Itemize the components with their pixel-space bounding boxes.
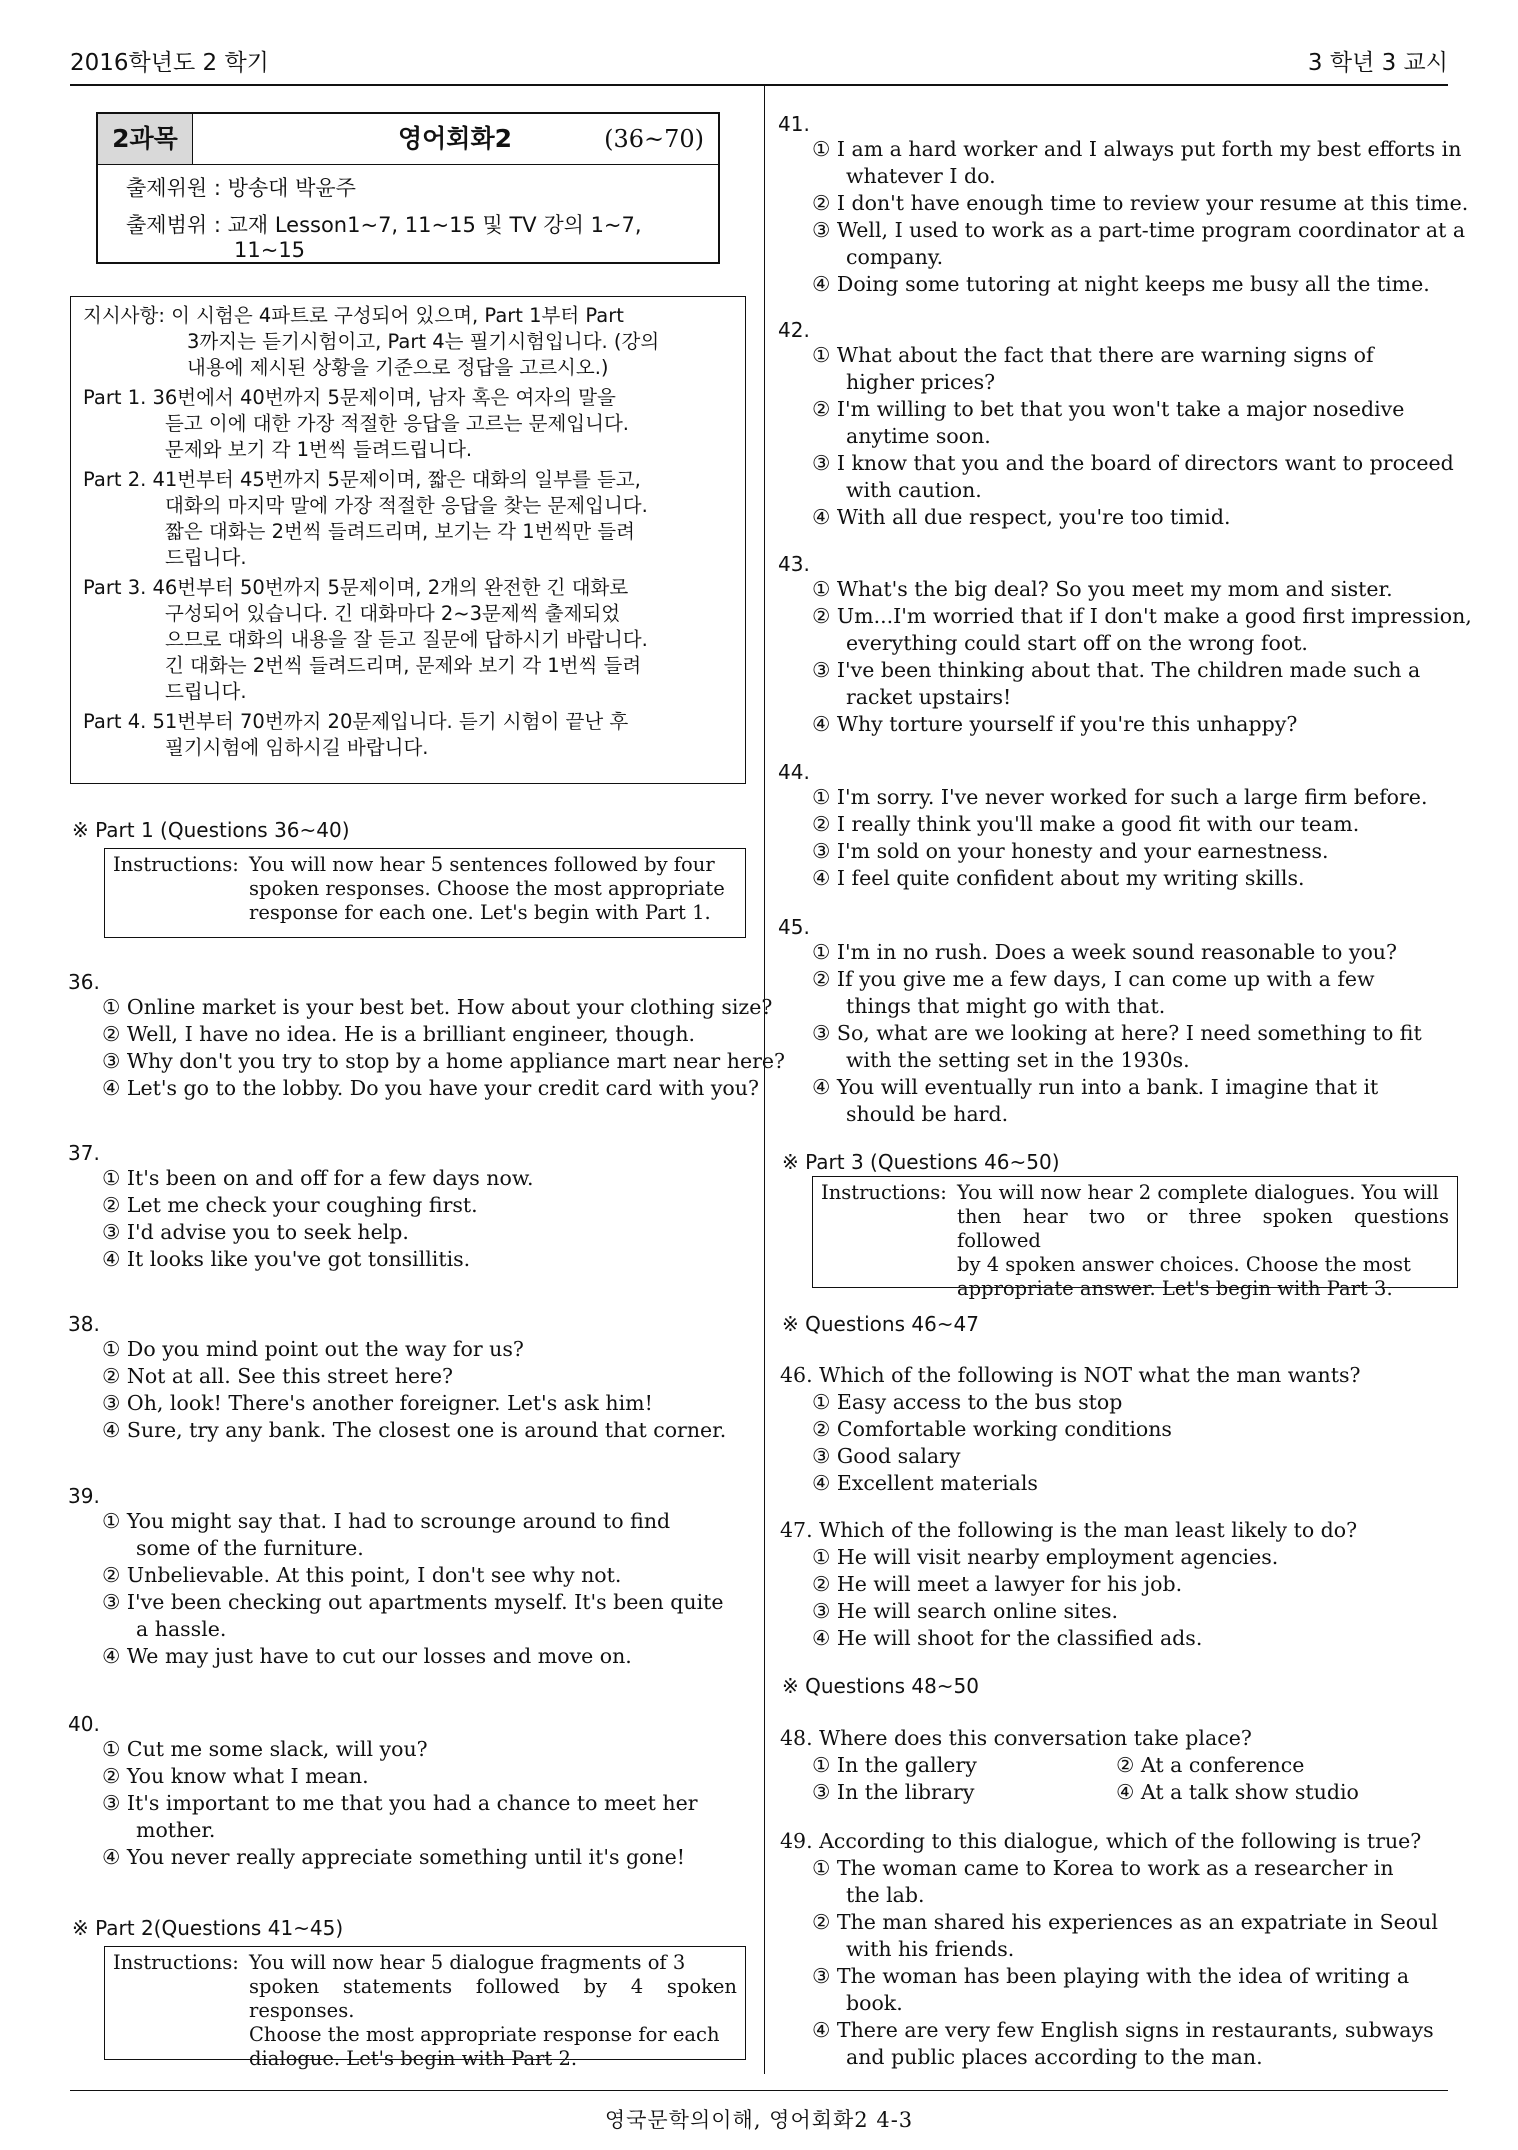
question-stem: 49. According to this dialogue, which of the following is true?	[780, 1829, 1422, 1853]
answer-option: ① He will visit nearby employment agencies.	[812, 1545, 1279, 1569]
part2-heading: ※ Part 2(Questions 41~45)	[72, 1916, 344, 1940]
question-47	[780, 1517, 1357, 1652]
directions-part2	[83, 467, 733, 571]
answer-option: ④ I feel quite confident about my writing skills.	[812, 866, 1305, 890]
answer-option: ① I am a hard worker and I always put forth my best efforts in	[812, 137, 1462, 161]
answer-option: ① I'm in no rush. Does a week sound reasonable to you?	[812, 940, 1398, 964]
question-43	[778, 552, 1472, 738]
subject-range: (36~70)	[604, 125, 704, 153]
directions-line: 지시사항: 이 시험은 4파트로 구성되어 있으며, Part 1부터 Part	[83, 304, 624, 327]
answer-option: ② The man shared his experiences as an expatriate in Seoul	[812, 1910, 1438, 1934]
directions-line: 3까지는 듣기시험이고, Part 4는 필기시험입니다. (강의	[187, 330, 660, 353]
answer-option: ① You might say that. I had to scrounge around to find	[102, 1509, 671, 1533]
page-footer: 영국문학의이해, 영어회화2 4-3	[604, 2108, 914, 2132]
answer-option: ③ Well, I used to work as a part-time program coordinator at a	[812, 218, 1466, 242]
answer-option: ④ He will shoot for the classified ads.	[812, 1626, 1203, 1650]
subject-scope-line: 11~15	[234, 238, 306, 262]
instructions-line: Choose the most appropriate response for each	[249, 2023, 720, 2046]
answer-option-cont: higher prices?	[846, 370, 996, 394]
subject-box	[96, 112, 720, 264]
answer-option: ② At a conference	[1116, 1753, 1305, 1777]
instructions-label: Instructions:	[113, 853, 239, 876]
answer-option: ② Well, I have no idea. He is a brilliant engineer, though.	[102, 1022, 696, 1046]
directions-line: 듣고 이에 대한 가장 적절한 응답을 고르는 문제입니다.	[165, 412, 630, 435]
question-stem: 46. Which of the following is NOT what the man wants?	[780, 1363, 1361, 1387]
answer-option-cont: company.	[846, 245, 944, 269]
answer-option: ② He will meet a lawyer for his job.	[812, 1572, 1183, 1596]
answer-option: ③ Oh, look! There's another foreigner. Let's ask him!	[102, 1391, 653, 1415]
question-45	[778, 915, 1422, 1128]
question-40	[68, 1712, 698, 1871]
answer-option-cont: racket upstairs!	[846, 685, 1012, 709]
subject-name: 영어회화2	[398, 124, 512, 153]
question-number: 36.	[68, 970, 100, 994]
exam-term: 2016학년도 2 학기	[70, 50, 269, 76]
question-stem: 48. Where does this conversation take place?	[780, 1726, 1252, 1750]
answer-option: ④ Doing some tutoring at night keeps me busy all the time.	[812, 272, 1430, 296]
exam-period: 3 학년 3 교시	[1307, 50, 1448, 76]
answer-option-cont: mother.	[136, 1818, 216, 1842]
directions-general	[83, 303, 733, 381]
directions-line: 문제와 보기 각 1번씩 들려드립니다.	[165, 438, 473, 461]
answer-option: ② I don't have enough time to review your resume at this time.	[812, 191, 1469, 215]
question-number: 42.	[778, 318, 810, 342]
answer-option-cont: things that might go with that.	[846, 994, 1166, 1018]
answer-option: ④ Excellent materials	[812, 1471, 1038, 1495]
questions-46-47-heading: ※ Questions 46~47	[782, 1312, 980, 1336]
part1-heading: ※ Part 1 (Questions 36~40)	[72, 818, 350, 842]
instructions-line: You will now hear 5 sentences followed by four	[249, 853, 715, 876]
subject-scope-line: 출제범위 : 교재 Lesson1~7, 11~15 및 TV 강의 1~7,	[126, 213, 642, 237]
answer-option: ③ The woman has been playing with the idea of writing a	[812, 1964, 1410, 1988]
instructions-line: then hear two or three spoken questions followed	[957, 1205, 1449, 1252]
answer-option: ② I really think you'll make a good fit with our team.	[812, 812, 1360, 836]
answer-option: ④ With all due respect, you're too timid.	[812, 505, 1231, 529]
answer-option: ③ It's important to me that you had a chance to meet her	[102, 1791, 698, 1815]
instructions-label: Instructions:	[821, 1181, 947, 1204]
question-36	[68, 970, 785, 1102]
answer-option: ④ Sure, try any bank. The closest one is around that corner.	[102, 1418, 727, 1442]
question-number: 39.	[68, 1484, 100, 1508]
answer-option: ③ I've been thinking about that. The children made such a	[812, 658, 1421, 682]
header-divider	[70, 84, 1448, 86]
answer-option: ④ We may just have to cut our losses and move on.	[102, 1644, 632, 1668]
answer-option: ④ Why torture yourself if you're this unhappy?	[812, 712, 1298, 736]
answer-option-cont: the lab.	[846, 1883, 925, 1907]
answer-option: ③ Why don't you try to stop by a home appliance mart near here?	[102, 1049, 786, 1073]
answer-option: ③ I'm sold on your honesty and your earnestness.	[812, 839, 1329, 863]
question-37	[68, 1141, 533, 1273]
answer-option-cont: anytime soon.	[846, 424, 991, 448]
answer-option: ④ You never really appreciate something until it's gone!	[102, 1845, 686, 1869]
answer-option: ① Do you mind point out the way for us?	[102, 1337, 524, 1361]
directions-part3	[83, 575, 733, 705]
answer-option-cont: whatever I do.	[846, 164, 996, 188]
answer-option: ③ In the library	[812, 1780, 975, 1804]
directions-line: 구성되어 있습니다. 긴 대화마다 2~3문제씩 출제되었	[165, 602, 621, 625]
directions-line: 드립니다.	[165, 546, 247, 569]
part3-heading: ※ Part 3 (Questions 46~50)	[782, 1150, 1060, 1174]
question-39	[68, 1484, 724, 1670]
instructions-line: appropriate answer. Let's begin with Part 3.	[957, 1277, 1393, 1300]
answer-option: ③ I know that you and the board of directors want to proceed	[812, 451, 1454, 475]
answer-option-cont: book.	[846, 1991, 903, 2015]
question-42	[778, 318, 1454, 531]
question-48	[780, 1725, 1460, 1806]
directions-box	[70, 296, 746, 784]
answer-option: ① Cut me some slack, will you?	[102, 1737, 428, 1761]
question-number: 40.	[68, 1712, 100, 1736]
part3-instructions	[812, 1176, 1458, 1300]
answer-option: ④ There are very few English signs in restaurants, subways	[812, 2018, 1434, 2042]
directions-line: Part 1. 36번에서 40번까지 5문제이며, 남자 혹은 여자의 말을	[83, 386, 616, 409]
answer-option: ③ I'd advise you to seek help.	[102, 1220, 409, 1244]
directions-part4	[83, 709, 733, 761]
part2-instructions	[104, 1946, 746, 2070]
answer-option: ① It's been on and off for a few days now.	[102, 1166, 534, 1190]
directions-line: 으므로 대화의 내용을 잘 듣고 질문에 답하시기 바랍니다.	[165, 628, 648, 651]
answer-option: ④ Let's go to the lobby. Do you have your credit card with you?	[102, 1076, 759, 1100]
instructions-line: response for each one. Let's begin with Part 1.	[249, 901, 711, 924]
directions-line: 긴 대화는 2번씩 들려드리며, 문제와 보기 각 1번씩 들려	[165, 654, 642, 677]
answer-option: ① Online market is your best bet. How about your clothing size?	[102, 995, 773, 1019]
part1-instructions	[104, 848, 746, 938]
instructions-label: Instructions:	[113, 1951, 239, 1974]
answer-option-cont: a hassle.	[136, 1617, 227, 1641]
answer-option-cont: some of the furniture.	[136, 1536, 364, 1560]
answer-option: ① Easy access to the bus stop	[812, 1390, 1123, 1414]
footer-divider	[70, 2090, 1448, 2091]
answer-option: ① What's the big deal? So you meet my mom and sister.	[812, 577, 1393, 601]
answer-option-cont: and public places according to the man.	[846, 2045, 1263, 2069]
subject-code: 2과목	[98, 114, 193, 164]
directions-line: Part 3. 46번부터 50번까지 5문제이며, 2개의 완전한 긴 대화로	[83, 576, 629, 599]
answer-option-cont: everything could start off on the wrong foot.	[846, 631, 1308, 655]
answer-option-cont: with his friends.	[846, 1937, 1015, 1961]
answer-option: ④ It looks like you've got tonsillitis.	[102, 1247, 471, 1271]
question-49	[780, 1828, 1438, 2071]
subject-setter: 출제위원 : 방송대 박윤주	[126, 176, 356, 200]
answer-option: ② Not at all. See this street here?	[102, 1364, 453, 1388]
directions-line: 짧은 대화는 2번씩 들려드리며, 보기는 각 1번씩만 들려	[165, 520, 635, 543]
answer-option: ③ So, what are we looking at here? I need something to fit	[812, 1021, 1422, 1045]
answer-option-cont: with the setting set in the 1930s.	[846, 1048, 1190, 1072]
question-number: 44.	[778, 760, 810, 784]
instructions-line: dialogue. Let's begin with Part 2.	[249, 2047, 578, 2070]
directions-line: 드립니다.	[165, 680, 247, 703]
answer-option: ② Unbelievable. At this point, I don't see why not.	[102, 1563, 622, 1587]
question-number: 37.	[68, 1141, 100, 1165]
instructions-line: You will now hear 2 complete dialogues. You will	[957, 1181, 1439, 1204]
question-number: 43.	[778, 552, 810, 576]
question-38	[68, 1312, 726, 1444]
question-stem: 47. Which of the following is the man least likely to do?	[780, 1518, 1358, 1542]
answer-option: ③ Good salary	[812, 1444, 961, 1468]
answer-option: ② You know what I mean.	[102, 1764, 369, 1788]
answer-option: ① What about the fact that there are warning signs of	[812, 343, 1374, 367]
directions-line: 내용에 제시된 상황을 기준으로 정답을 고르시오.)	[187, 356, 609, 379]
subject-scope	[126, 213, 708, 263]
directions-line: Part 2. 41번부터 45번까지 5문제이며, 짧은 대화의 일부를 듣고,	[83, 468, 641, 491]
directions-line: 필기시험에 임하시길 바랍니다.	[165, 736, 429, 759]
directions-line: Part 4. 51번부터 70번까지 20문제입니다. 듣기 시험이 끝난 후	[83, 710, 629, 733]
answer-option: ② If you give me a few days, I can come up with a few	[812, 967, 1375, 991]
answer-option: ③ I've been checking out apartments myself. It's been quite	[102, 1590, 724, 1614]
question-41	[778, 112, 1468, 298]
instructions-line: spoken responses. Choose the most appropriate	[249, 877, 725, 900]
answer-option: ① In the gallery	[812, 1753, 977, 1777]
answer-option: ② Let me check your coughing first.	[102, 1193, 478, 1217]
answer-option: ③ He will search online sites.	[812, 1599, 1119, 1623]
answer-option: ② Um...I'm worried that if I don't make a good first impression,	[812, 604, 1472, 628]
answer-option: ① I'm sorry. I've never worked for such a large firm before.	[812, 785, 1428, 809]
answer-option: ② I'm willing to bet that you won't take a major nosedive	[812, 397, 1405, 421]
answer-option-cont: with caution.	[846, 478, 982, 502]
instructions-line: You will now hear 5 dialogue fragments of 3	[249, 1951, 686, 1974]
questions-48-50-heading: ※ Questions 48~50	[782, 1674, 980, 1698]
instructions-line: spoken statements followed by 4 spoken responses.	[249, 1975, 737, 2022]
directions-part1	[83, 385, 733, 463]
answer-option-cont: should be hard.	[846, 1102, 1009, 1126]
question-44	[778, 760, 1427, 892]
answer-option: ④ At a talk show studio	[1116, 1780, 1359, 1804]
answer-option: ① The woman came to Korea to work as a researcher in	[812, 1856, 1394, 1880]
answer-option: ② Comfortable working conditions	[812, 1417, 1172, 1441]
question-number: 38.	[68, 1312, 100, 1336]
directions-line: 대화의 마지막 말에 가장 적절한 응답을 찾는 문제입니다.	[165, 494, 648, 517]
question-46	[780, 1362, 1360, 1497]
instructions-line: by 4 spoken answer choices. Choose the most	[957, 1253, 1411, 1276]
question-number: 41.	[778, 112, 810, 136]
answer-option: ④ You will eventually run into a bank. I imagine that it	[812, 1075, 1379, 1099]
question-number: 45.	[778, 915, 810, 939]
